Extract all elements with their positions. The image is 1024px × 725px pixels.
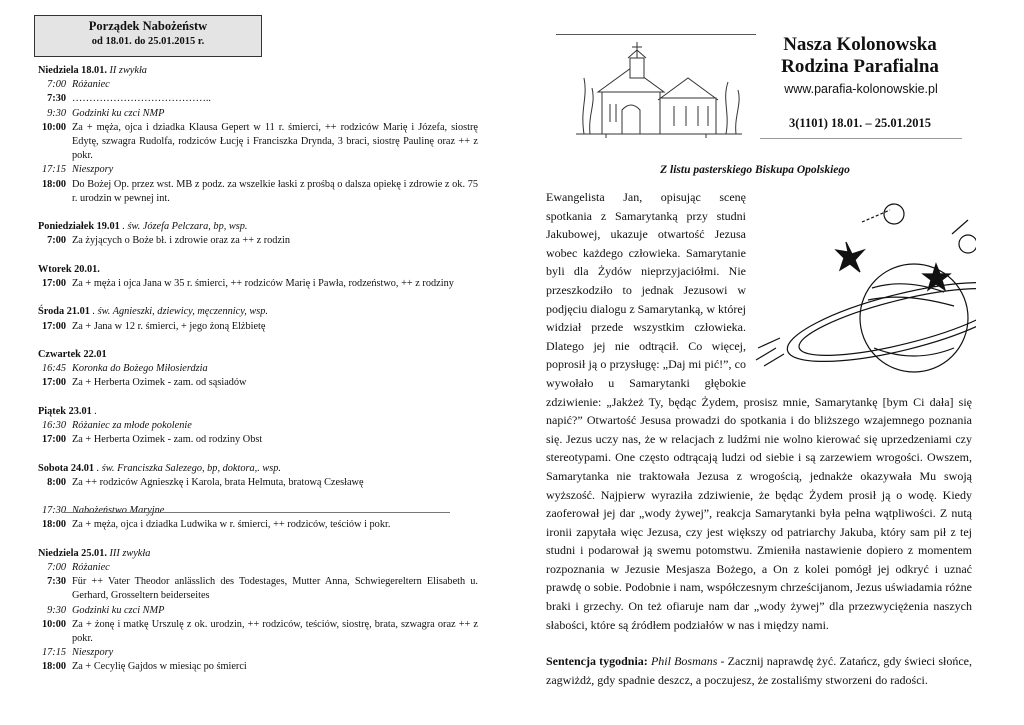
mass-entry (38, 604, 478, 618)
mass-entry (38, 362, 478, 376)
day-name: Środa 21.01 (38, 306, 90, 318)
schedule-day (38, 64, 478, 206)
mass-time: 9:30 (47, 604, 66, 616)
schedule-day (38, 263, 478, 291)
mass-time: 7:00 (47, 79, 66, 91)
day-name: Poniedziałek 19.01 (38, 221, 120, 233)
mass-entry (38, 660, 478, 674)
church-illustration-icon (566, 38, 752, 140)
article-text: Ewangelista Jan, opisując scenę spotkania z Samarytanką przy studni Jakubowej, ukazuje otwartość Jezusa wobec każdego człowieka. Samarytanie byli dla Żydów nieprzyjaciółmi. Nie przeszkodziło to jednak Jezusowi w podjęciu dialogu z Samarytanką, w której widział przede wszystkim człowieka. Dlatego jej nie odtrącił. Co więcej, poprosił ją o przysługę: „Daj mi pić!”, co wywołało u Samarytanki głębokie zdziwienie: „Jakżeż Ty, będąc Żydem, prosisz mnie, Samarytankę [bym Ci dała] się napić?” Otwartość Jesusa prowadzi do spotkania i do bliższego wzajemnego poznania się. Jezus uczy nas, że w relacjach z ludźmi nie wolno kierować się uprzedzeniami czy stereotypami. One często odtrącają ludzi od siebie i są zarzewiem wrogości. Owszem, Samarytanka nie traktowała Jezusa z wrogością, jednakże okazywała Mu swoją wyższość. Najpierw wyraziła zdziwienie, że będąc Żydem prosił ją o wodę. Kiedy zaoferował jej dar „wody żywej”, reakcja Samarytanki była pełna wątpliwości. Z nutą ironii zapytała więc Jezusa, czy jest większy od patriarchy Jakuba, który sam pił z tej studni i podarował ją swemu potomstwu. Zmieniła nastawienie dopiero z momentem rozpoznania w Jezusie Mesjasza Bożego, a On z kolei pomógł jej odkryć i uznać prawdę o sobie. Podobnie i nam, współczesnym chrześcijanom, Jezus uświadamia różne braki i grzechy. On też ofiaruje nam dar „wody żywej” dla przezwyciężenia naszych słabości, które są źródłem podziałów w nas i między nami. (546, 190, 972, 632)
mass-entry (38, 92, 478, 106)
sentence-of-week (546, 652, 972, 689)
mass-time: 17:15 (41, 164, 66, 176)
schedule-header-box (34, 15, 262, 57)
mass-time: 17:30 (41, 505, 66, 517)
mass-time: 7:00 (47, 561, 66, 573)
mass-entry (38, 78, 478, 92)
day-heading (38, 405, 478, 419)
day-heading (38, 305, 478, 319)
mass-intention: Koronka do Bożego Miłosierdzia (72, 363, 208, 375)
schedule-day (38, 220, 478, 248)
mass-intention: Za ++ rodziców Agnieszkę i Karola, brata Helmuta, bratową Czesławę (72, 476, 364, 488)
mass-entry (38, 561, 478, 575)
mass-intention: Für ++ Vater Theodor anlässlich des Todestages, Mutter Anna, Schwiegereltern Elisabeth u. Gerhard, Grosseltern beiderseites (72, 576, 478, 602)
schedule-dates: od 18.01. do 25.01.2015 r. (91, 36, 205, 47)
mass-time: 17:00 (41, 434, 66, 446)
schedule-day (38, 547, 478, 675)
mass-time: 17:00 (41, 320, 66, 332)
issue-divider (760, 138, 962, 139)
mass-time: 16:45 (41, 363, 66, 375)
issue-number: 3(1101) 18.01. – 25.01.2015 (788, 116, 931, 130)
mass-intention: Różaniec (72, 561, 110, 573)
parish-website-link[interactable]: www.parafia-kolonowskie.pl (784, 82, 938, 96)
mass-intention: Za + męża, ojca i dziadka Ludwika w r. śmierci, ++ rodziców, teściów i pokr. (72, 519, 391, 531)
mass-entry (38, 433, 478, 447)
masthead-divider (556, 34, 756, 35)
mass-time: 17:00 (41, 278, 66, 290)
day-heading (38, 263, 478, 277)
sentence-text: - Zacznij naprawdę żyć. Zatańcz, gdy świeci słońce, zagwiżdż, gdy spadnie deszcz, a poczujesz, że zostaliśmy stworzeni do radości. (546, 654, 972, 687)
schedule-day (38, 348, 478, 391)
mass-intention: Godzinki ku czci NMP (72, 107, 165, 119)
mass-entry (38, 419, 478, 433)
mass-entry (38, 121, 478, 164)
day-feast: . (94, 405, 97, 417)
mass-time: 8:00 (47, 476, 66, 488)
mass-entry (38, 178, 478, 206)
schedule-separator (62, 512, 450, 513)
day-feast: III zwykła (109, 547, 151, 559)
mass-intention: Za + żonę i matkę Urszulę z ok. urodzin, ++ rodziców, teściów, siostrę, brata, szwagra oraz ++ z pokr. (72, 618, 478, 644)
day-name: Wtorek 20.01. (38, 263, 100, 275)
schedule-title: Porządek Nabożeństw (88, 19, 208, 33)
day-feast: . św. Agnieszki, dziewicy, męczennicy, wsp. (92, 306, 268, 318)
mass-entry (38, 163, 478, 177)
mass-intention: Za + Herberta Ozimek - zam. od rodziny Obst (72, 434, 263, 446)
mass-intention: Za + Jana w 12 r. śmierci, + jego żoną Elżbietę (72, 320, 266, 332)
mass-intention: Różaniec (72, 79, 110, 91)
mass-time: 10:00 (41, 618, 66, 630)
mass-entry (38, 376, 478, 390)
day-name: Sobota 24.01 (38, 462, 95, 474)
mass-intention: Za + Herberta Ozimek - zam. od sąsiadów (72, 377, 247, 389)
mass-intention: Godzinki ku czci NMP (72, 604, 165, 616)
article-heading: Z listu pasterskiego Biskupa Opolskiego (660, 164, 850, 176)
sentence-label: Sentencja tygodnia: (546, 654, 648, 668)
mass-intention: Za + męża i ojca Jana w 35 r. śmierci, ++ rodziców Marię i Pawła, rodzeństwo, ++ z rodziny (72, 278, 454, 290)
day-name: Czwartek 22.01 (38, 349, 107, 360)
mass-intention: Za żyjących o Boże bł. i zdrowie oraz za ++ z rodzin (72, 235, 291, 247)
mass-time: 9:30 (47, 107, 66, 119)
saturn-planet-illustration-icon (754, 188, 976, 384)
mass-time: 17:00 (41, 377, 66, 389)
mass-intention: Do Bożej Op. przez wst. MB z podz. za wszelkie łaski z prośbą o dalsza opiekę i zdrowie z ok. 75 r. urodzin w pewnej int. (72, 178, 478, 204)
mass-entry (38, 234, 478, 248)
mass-time: 18:00 (41, 661, 66, 673)
newsletter-title (760, 34, 960, 78)
day-feast: II zwykła (109, 65, 147, 76)
sentence-author: Phil Bosmans (650, 654, 718, 668)
mass-intention: Nieszpory (72, 647, 114, 659)
mass-time: 7:30 (47, 93, 66, 105)
article-body (546, 188, 972, 634)
schedule-day (38, 405, 478, 448)
mass-entry (38, 575, 478, 603)
mass-entry (38, 646, 478, 660)
mass-intention: Za + męża, ojca i dziadka Klausa Gepert w 11 r. śmierci, ++ rodziców Marię i Józefa, siostrę Edytę, szwagra Rudolfa, rodziców Łucję i Franciszka Drynda, 3 braci, siostrę Paulinę oraz ++ z pokr. (72, 121, 478, 162)
mass-time: 10:00 (41, 121, 66, 133)
day-heading (38, 64, 478, 78)
mass-intention: ………………………………….. (72, 93, 212, 105)
mass-entry (38, 518, 478, 532)
day-name: Niedziela 18.01. (38, 65, 107, 76)
title-line-2: Rodzina Parafialna (781, 56, 939, 77)
mass-time: 16:30 (41, 420, 66, 431)
mass-intention: Różaniec za młode pokolenie (72, 420, 192, 431)
day-heading (38, 462, 478, 476)
schedule-list (38, 64, 478, 689)
schedule-day (38, 305, 478, 333)
mass-entry (38, 277, 478, 291)
day-heading (38, 348, 478, 362)
mass-time: 17:15 (41, 647, 66, 659)
mass-intention: Za + Cecylię Gajdos w miesiąc po śmierci (72, 661, 247, 673)
mass-entry (38, 320, 478, 334)
title-line-1: Nasza Kolonowska (783, 34, 937, 55)
day-name: Piątek 23.01 (38, 405, 92, 417)
day-heading (38, 547, 478, 561)
schedule-day (38, 462, 478, 490)
mass-entry (38, 107, 478, 121)
mass-time: 18:00 (41, 519, 66, 531)
day-name: Niedziela 25.01. (38, 547, 107, 559)
mass-intention: Nabożeństwo Maryjne (72, 505, 165, 517)
mass-entry (38, 618, 478, 646)
day-heading (38, 220, 478, 234)
mass-time: 7:30 (47, 576, 66, 588)
mass-intention: Nieszpory (72, 164, 114, 176)
mass-entry (38, 476, 478, 490)
schedule-day (38, 504, 478, 532)
day-feast: . św. Franciszka Salezego, bp, doktora,. wsp. (96, 462, 281, 474)
mass-time: 7:00 (47, 235, 66, 247)
day-feast: . św. Józefa Pelczara, bp, wsp. (122, 221, 248, 233)
mass-time: 18:00 (41, 178, 66, 190)
